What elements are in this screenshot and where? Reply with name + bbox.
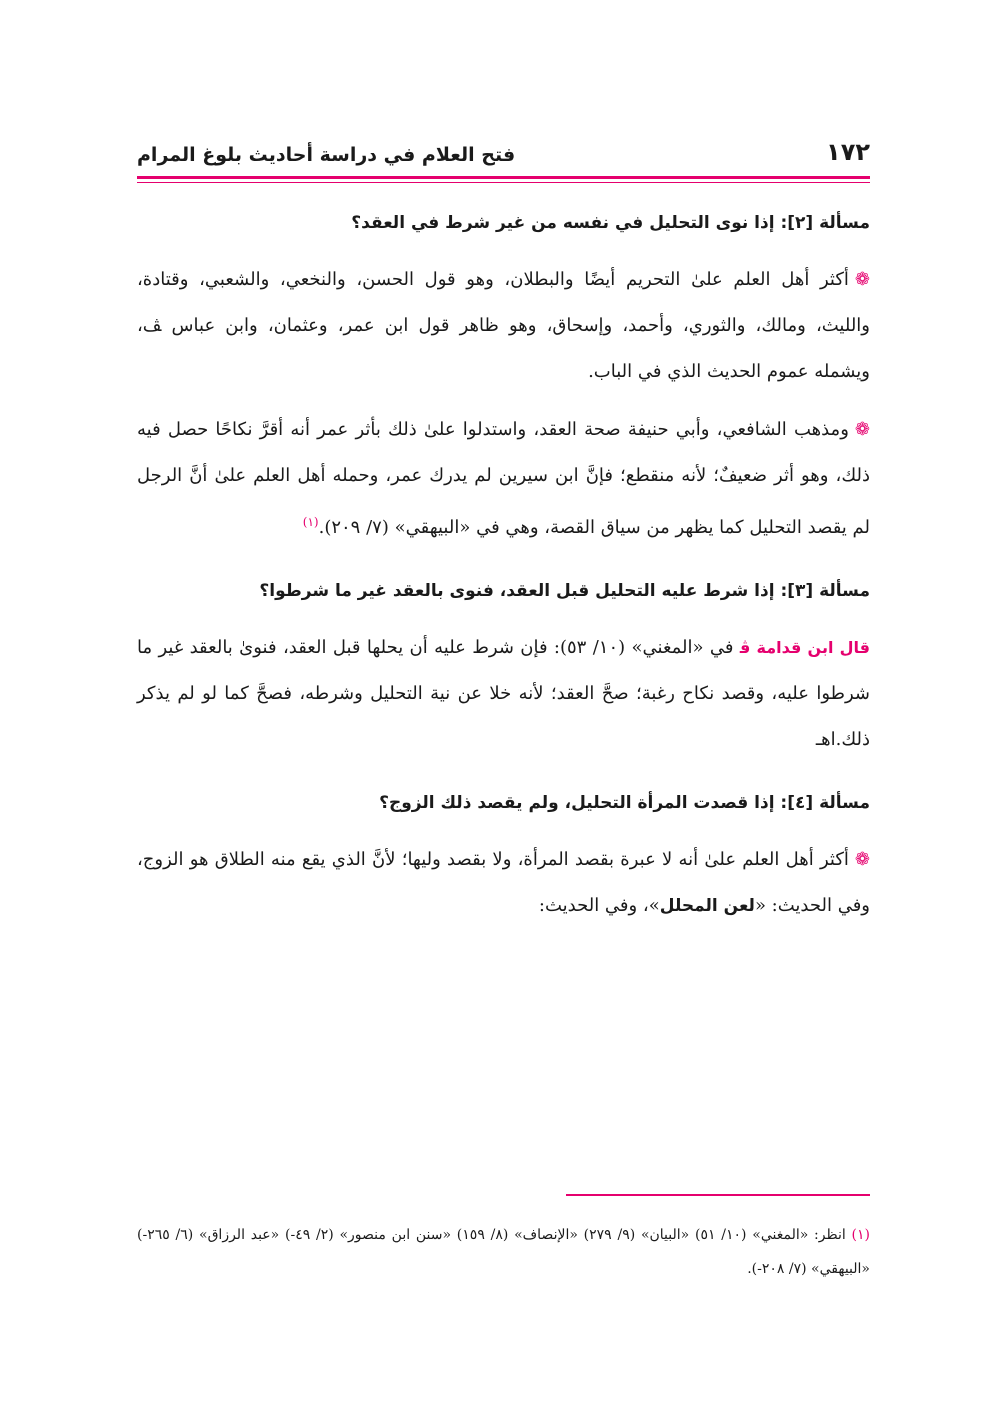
footnote-rule bbox=[566, 1194, 870, 1196]
page-number: ١٧٢ bbox=[826, 138, 870, 166]
quoted-scholar: قال ابن قدامة ﭬ bbox=[739, 638, 870, 657]
footnote-ref[interactable]: (١) bbox=[302, 515, 319, 529]
paragraph-3 bbox=[137, 625, 870, 763]
issue-2-heading: مسألة [٢]: إذا نوى التحليل في نفسه من غير شرط في العقد؟ bbox=[351, 213, 870, 233]
page bbox=[137, 120, 870, 929]
paragraph-4-text-after: »، وفي الحديث: bbox=[538, 895, 660, 916]
book-title: فتح العلام في دراسة أحاديث بلوغ المرام bbox=[137, 144, 516, 166]
paragraph-1-text: أكثر أهل العلم علىٰ التحريم أيضًا والبطلان، وهو قول الحسن، والنخعي، والشعبي، وقتادة، والليث، ومالك، والثوري، وأحمد، وإسحاق، وهو ظاهر قول ابن عمر، وعثمان، وابن عباس ﭫ، ويشمله عموم الحديث الذي في الباب. bbox=[137, 269, 870, 382]
footnote bbox=[137, 1218, 870, 1286]
issue-3-heading: مسألة [٣]: إذا شرط عليه التحليل قبل العقد، فنوى بالعقد غير ما شرطوا؟ bbox=[259, 581, 870, 601]
hadith-quote: لعن المحلل bbox=[659, 896, 755, 916]
paragraph-1 bbox=[137, 257, 870, 395]
flower-ornament-icon: ❁ bbox=[854, 419, 870, 440]
paragraph-3-text: في «المغني» (١٠/ ٥٣): فإن شرط عليه أن يحلها قبل العقد، فنوىٰ بالعقد غير ما شرطوا عليه، وقصد نكاح رغبة؛ صحَّ العقد؛ لأنه خلا عن نية التحليل وشرطه، فصحَّ كما لو لم يذكر ذلك.اهـ bbox=[137, 637, 870, 750]
header-rule bbox=[137, 176, 870, 179]
footnote-number: (١) bbox=[851, 1227, 870, 1243]
paragraph-4 bbox=[137, 837, 870, 929]
flower-ornament-icon: ❁ bbox=[854, 849, 870, 870]
running-header bbox=[137, 120, 870, 166]
flower-ornament-icon: ❁ bbox=[854, 269, 870, 290]
footnote-text: انظر: «المغني» (١٠/ ٥١) «البيان» (٩/ ٢٧٩) «الإنصاف» (٨/ ١٥٩) «سنن ابن منصور» (٢/ ٤٩-) «عبد الرزاق» (٦/ ٢٦٥-) «البيهقي» (٧/ ٢٠٨-). bbox=[137, 1227, 870, 1277]
paragraph-4-text-before: أكثر أهل العلم علىٰ أنه لا عبرة بقصد المرأة، ولا بقصد وليها؛ لأنَّ الذي يقع منه الطلاق هو الزوج، وفي الحديث: « bbox=[137, 849, 870, 916]
issue-4-heading: مسألة [٤]: إذا قصدت المرأة التحليل، ولم يقصد ذلك الزوج؟ bbox=[379, 793, 870, 813]
paragraph-2 bbox=[137, 407, 870, 551]
header-subrule bbox=[137, 182, 870, 183]
paragraph-2-text: ومذهب الشافعي، وأبي حنيفة صحة العقد، واستدلوا علىٰ ذلك بأثر عمر أنه أقرَّ نكاحًا حصل فيه ذلك، وهو أثر ضعيفٌ؛ لأنه منقطع؛ فإنَّ ابن سيرين لم يدرك عمر، وحمله أهل العلم علىٰ أنَّ الرجل لم يقصد التحليل كما يظهر من سياق القصة، وهي في «البيهقي» (٧/ ٢٠٩). bbox=[137, 419, 870, 538]
